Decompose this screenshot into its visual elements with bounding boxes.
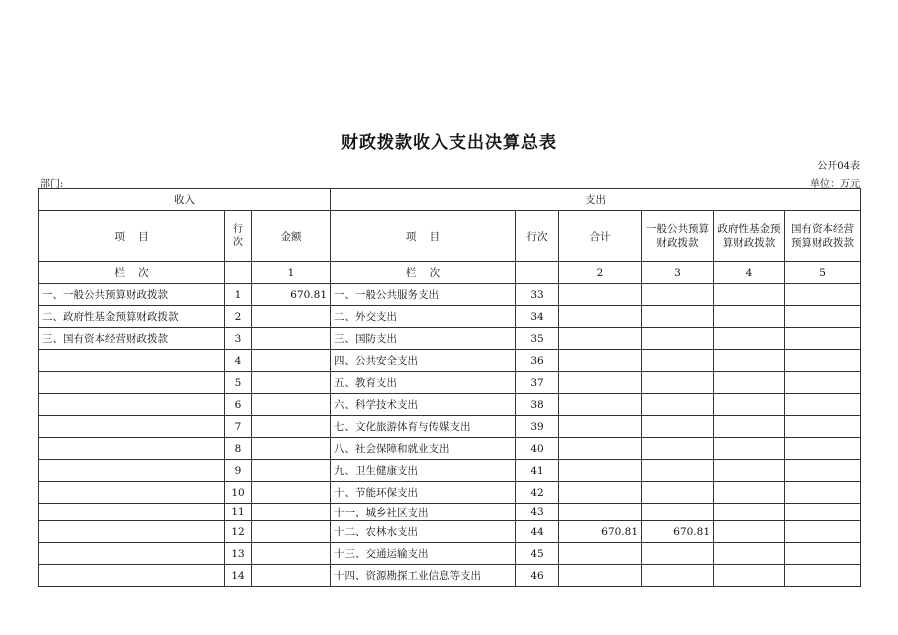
income-amount-cell: [252, 460, 331, 482]
column-number-2: 2: [559, 262, 642, 284]
state-capital-amount-cell: [785, 504, 861, 521]
income-amount-cell: [252, 504, 331, 521]
income-item-cell: [39, 482, 225, 504]
income-amount-cell: [252, 565, 331, 587]
gov-fund-amount-cell: [714, 565, 785, 587]
gov-fund-amount-cell: [714, 416, 785, 438]
state-capital-amount-cell: [785, 350, 861, 372]
general-budget-amount-cell: [642, 372, 714, 394]
unit-label: 单位：万元: [810, 179, 860, 190]
state-capital-amount-cell: [785, 438, 861, 460]
total-header: 合计: [559, 211, 642, 262]
general-budget-amount-cell: [642, 394, 714, 416]
gov-fund-amount-cell: [714, 306, 785, 328]
income-row-no-cell: 14: [225, 565, 252, 587]
income-row-no-header: 行 次: [225, 211, 252, 262]
total-amount-cell: [559, 284, 642, 306]
state-capital-amount-cell: [785, 482, 861, 504]
income-row-no-cell: 1: [225, 284, 252, 306]
gov-fund-amount-cell: [714, 394, 785, 416]
table-row: [39, 306, 861, 328]
department-label: 部门:: [40, 179, 64, 190]
expense-row-no-cell: 36: [516, 350, 559, 372]
expense-item-cell: 八、社会保障和就业支出: [331, 438, 516, 460]
expense-item-cell: 九、卫生健康支出: [331, 460, 516, 482]
income-item-cell: [39, 504, 225, 521]
gov-fund-amount-cell: [714, 372, 785, 394]
gov-fund-amount-cell: [714, 438, 785, 460]
general-budget-amount-cell: [642, 438, 714, 460]
total-amount-cell: [559, 504, 642, 521]
gov-fund-amount-cell: [714, 328, 785, 350]
expense-row-no-header: 行次: [516, 211, 559, 262]
general-budget-header: 一般公共预算财政拨款: [642, 211, 714, 262]
income-row-no-cell: 3: [225, 328, 252, 350]
state-capital-amount-cell: [785, 328, 861, 350]
budget-summary-table: [38, 188, 861, 587]
income-amount-cell: 670.81: [252, 284, 331, 306]
income-item-header: 项 目: [39, 211, 225, 262]
income-amount-cell: [252, 372, 331, 394]
table-row: [39, 372, 861, 394]
expense-item-cell: 六、科学技术支出: [331, 394, 516, 416]
income-row-no-cell: 6: [225, 394, 252, 416]
general-budget-amount-cell: [642, 504, 714, 521]
expense-row-no-cell: 42: [516, 482, 559, 504]
income-row-no-cell: 4: [225, 350, 252, 372]
income-section-header: 收入: [39, 189, 331, 211]
income-amount-cell: [252, 306, 331, 328]
income-item-cell: [39, 350, 225, 372]
general-budget-amount-cell: [642, 482, 714, 504]
expense-row-no-cell: 44: [516, 521, 559, 543]
expense-column-label: 栏 次: [331, 262, 516, 284]
state-capital-header: 国有资本经营预算财政拨款: [785, 211, 861, 262]
table-row: [39, 504, 861, 521]
general-budget-amount-cell: [642, 565, 714, 587]
table-row: [39, 565, 861, 587]
income-item-cell: [39, 521, 225, 543]
expense-item-cell: 十一、城乡社区支出: [331, 504, 516, 521]
expense-row-no-cell: 37: [516, 372, 559, 394]
gov-fund-amount-cell: [714, 460, 785, 482]
income-item-cell: [39, 416, 225, 438]
expense-item-cell: 四、公共安全支出: [331, 350, 516, 372]
expense-row-no-cell: 41: [516, 460, 559, 482]
total-amount-cell: [559, 372, 642, 394]
column-number-5: 5: [785, 262, 861, 284]
expense-item-header: 项 目: [331, 211, 516, 262]
table-row: [39, 438, 861, 460]
expense-section-header: 支出: [331, 189, 861, 211]
state-capital-amount-cell: [785, 372, 861, 394]
gov-fund-amount-cell: [714, 543, 785, 565]
gov-fund-amount-cell: [714, 521, 785, 543]
income-row-no-cell: 11: [225, 504, 252, 521]
expense-item-cell: 七、文化旅游体育与传媒支出: [331, 416, 516, 438]
income-item-cell: [39, 438, 225, 460]
income-item-cell: [39, 565, 225, 587]
income-amount-cell: [252, 328, 331, 350]
gov-fund-amount-cell: [714, 350, 785, 372]
general-budget-amount-cell: [642, 543, 714, 565]
expense-row-no-cell: 33: [516, 284, 559, 306]
general-budget-amount-cell: [642, 284, 714, 306]
column-number-1: 1: [252, 262, 331, 284]
state-capital-amount-cell: [785, 416, 861, 438]
income-row-no-cell: 7: [225, 416, 252, 438]
income-amount-cell: [252, 394, 331, 416]
expense-row-no-cell: 35: [516, 328, 559, 350]
income-item-cell: [39, 372, 225, 394]
total-amount-cell: [559, 543, 642, 565]
income-row-no-cell: 5: [225, 372, 252, 394]
total-amount-cell: [559, 306, 642, 328]
gov-fund-header: 政府性基金预算财政拨款: [714, 211, 785, 262]
table-number: 公开04表: [817, 161, 860, 172]
expense-row-no-cell: 34: [516, 306, 559, 328]
state-capital-amount-cell: [785, 521, 861, 543]
total-amount-cell: [559, 460, 642, 482]
income-row-no-cell: 2: [225, 306, 252, 328]
income-amount-cell: [252, 350, 331, 372]
expense-row-no-cell: 40: [516, 438, 559, 460]
income-amount-cell: [252, 521, 331, 543]
gov-fund-amount-cell: [714, 284, 785, 306]
income-item-cell: [39, 460, 225, 482]
total-amount-cell: [559, 350, 642, 372]
amount-header: 金额: [252, 211, 331, 262]
table-row: [39, 328, 861, 350]
expense-row-no-cell: 38: [516, 394, 559, 416]
column-number-4: 4: [714, 262, 785, 284]
state-capital-amount-cell: [785, 284, 861, 306]
income-item-cell: 三、国有资本经营财政拨款: [39, 328, 225, 350]
total-amount-cell: [559, 565, 642, 587]
expense-row-no-cell: 46: [516, 565, 559, 587]
table-row: [39, 350, 861, 372]
table-row: [39, 284, 861, 306]
table-row: [39, 460, 861, 482]
page-title: 财政拨款收入支出决算总表: [341, 133, 557, 153]
income-item-cell: 二、政府性基金预算财政拨款: [39, 306, 225, 328]
income-row-no-cell: 10: [225, 482, 252, 504]
income-column-label: 栏 次: [39, 262, 225, 284]
gov-fund-amount-cell: [714, 504, 785, 521]
income-row-no-cell: 8: [225, 438, 252, 460]
expense-item-cell: 十二、农林水支出: [331, 521, 516, 543]
expense-row-no-cell: 39: [516, 416, 559, 438]
expense-item-cell: 三、国防支出: [331, 328, 516, 350]
general-budget-amount-cell: [642, 460, 714, 482]
table-row: [39, 394, 861, 416]
total-amount-cell: [559, 394, 642, 416]
income-row-no-cell: 9: [225, 460, 252, 482]
table-row: [39, 416, 861, 438]
state-capital-amount-cell: [785, 460, 861, 482]
state-capital-amount-cell: [785, 306, 861, 328]
state-capital-amount-cell: [785, 543, 861, 565]
income-amount-cell: [252, 543, 331, 565]
total-amount-cell: [559, 328, 642, 350]
total-amount-cell: [559, 438, 642, 460]
state-capital-amount-cell: [785, 565, 861, 587]
expense-item-cell: 十四、资源勘探工业信息等支出: [331, 565, 516, 587]
expense-item-cell: 一、一般公共服务支出: [331, 284, 516, 306]
state-capital-amount-cell: [785, 394, 861, 416]
total-amount-cell: [559, 416, 642, 438]
general-budget-amount-cell: 670.81: [642, 521, 714, 543]
expense-row-no-cell: 45: [516, 543, 559, 565]
income-item-cell: 一、一般公共预算财政拨款: [39, 284, 225, 306]
total-amount-cell: 670.81: [559, 521, 642, 543]
income-amount-cell: [252, 482, 331, 504]
general-budget-amount-cell: [642, 306, 714, 328]
table-row: [39, 482, 861, 504]
table-row: [39, 543, 861, 565]
table-row: [39, 521, 861, 543]
expense-item-cell: 二、外交支出: [331, 306, 516, 328]
total-amount-cell: [559, 482, 642, 504]
expense-item-cell: 十、节能环保支出: [331, 482, 516, 504]
income-item-cell: [39, 394, 225, 416]
income-amount-cell: [252, 438, 331, 460]
income-row-no-cell: 13: [225, 543, 252, 565]
column-number-3: 3: [642, 262, 714, 284]
income-item-cell: [39, 543, 225, 565]
expense-item-cell: 五、教育支出: [331, 372, 516, 394]
income-row-no-cell: 12: [225, 521, 252, 543]
general-budget-amount-cell: [642, 328, 714, 350]
general-budget-amount-cell: [642, 416, 714, 438]
expense-row-no-cell: 43: [516, 504, 559, 521]
gov-fund-amount-cell: [714, 482, 785, 504]
income-amount-cell: [252, 416, 331, 438]
general-budget-amount-cell: [642, 350, 714, 372]
expense-item-cell: 十三、交通运输支出: [331, 543, 516, 565]
